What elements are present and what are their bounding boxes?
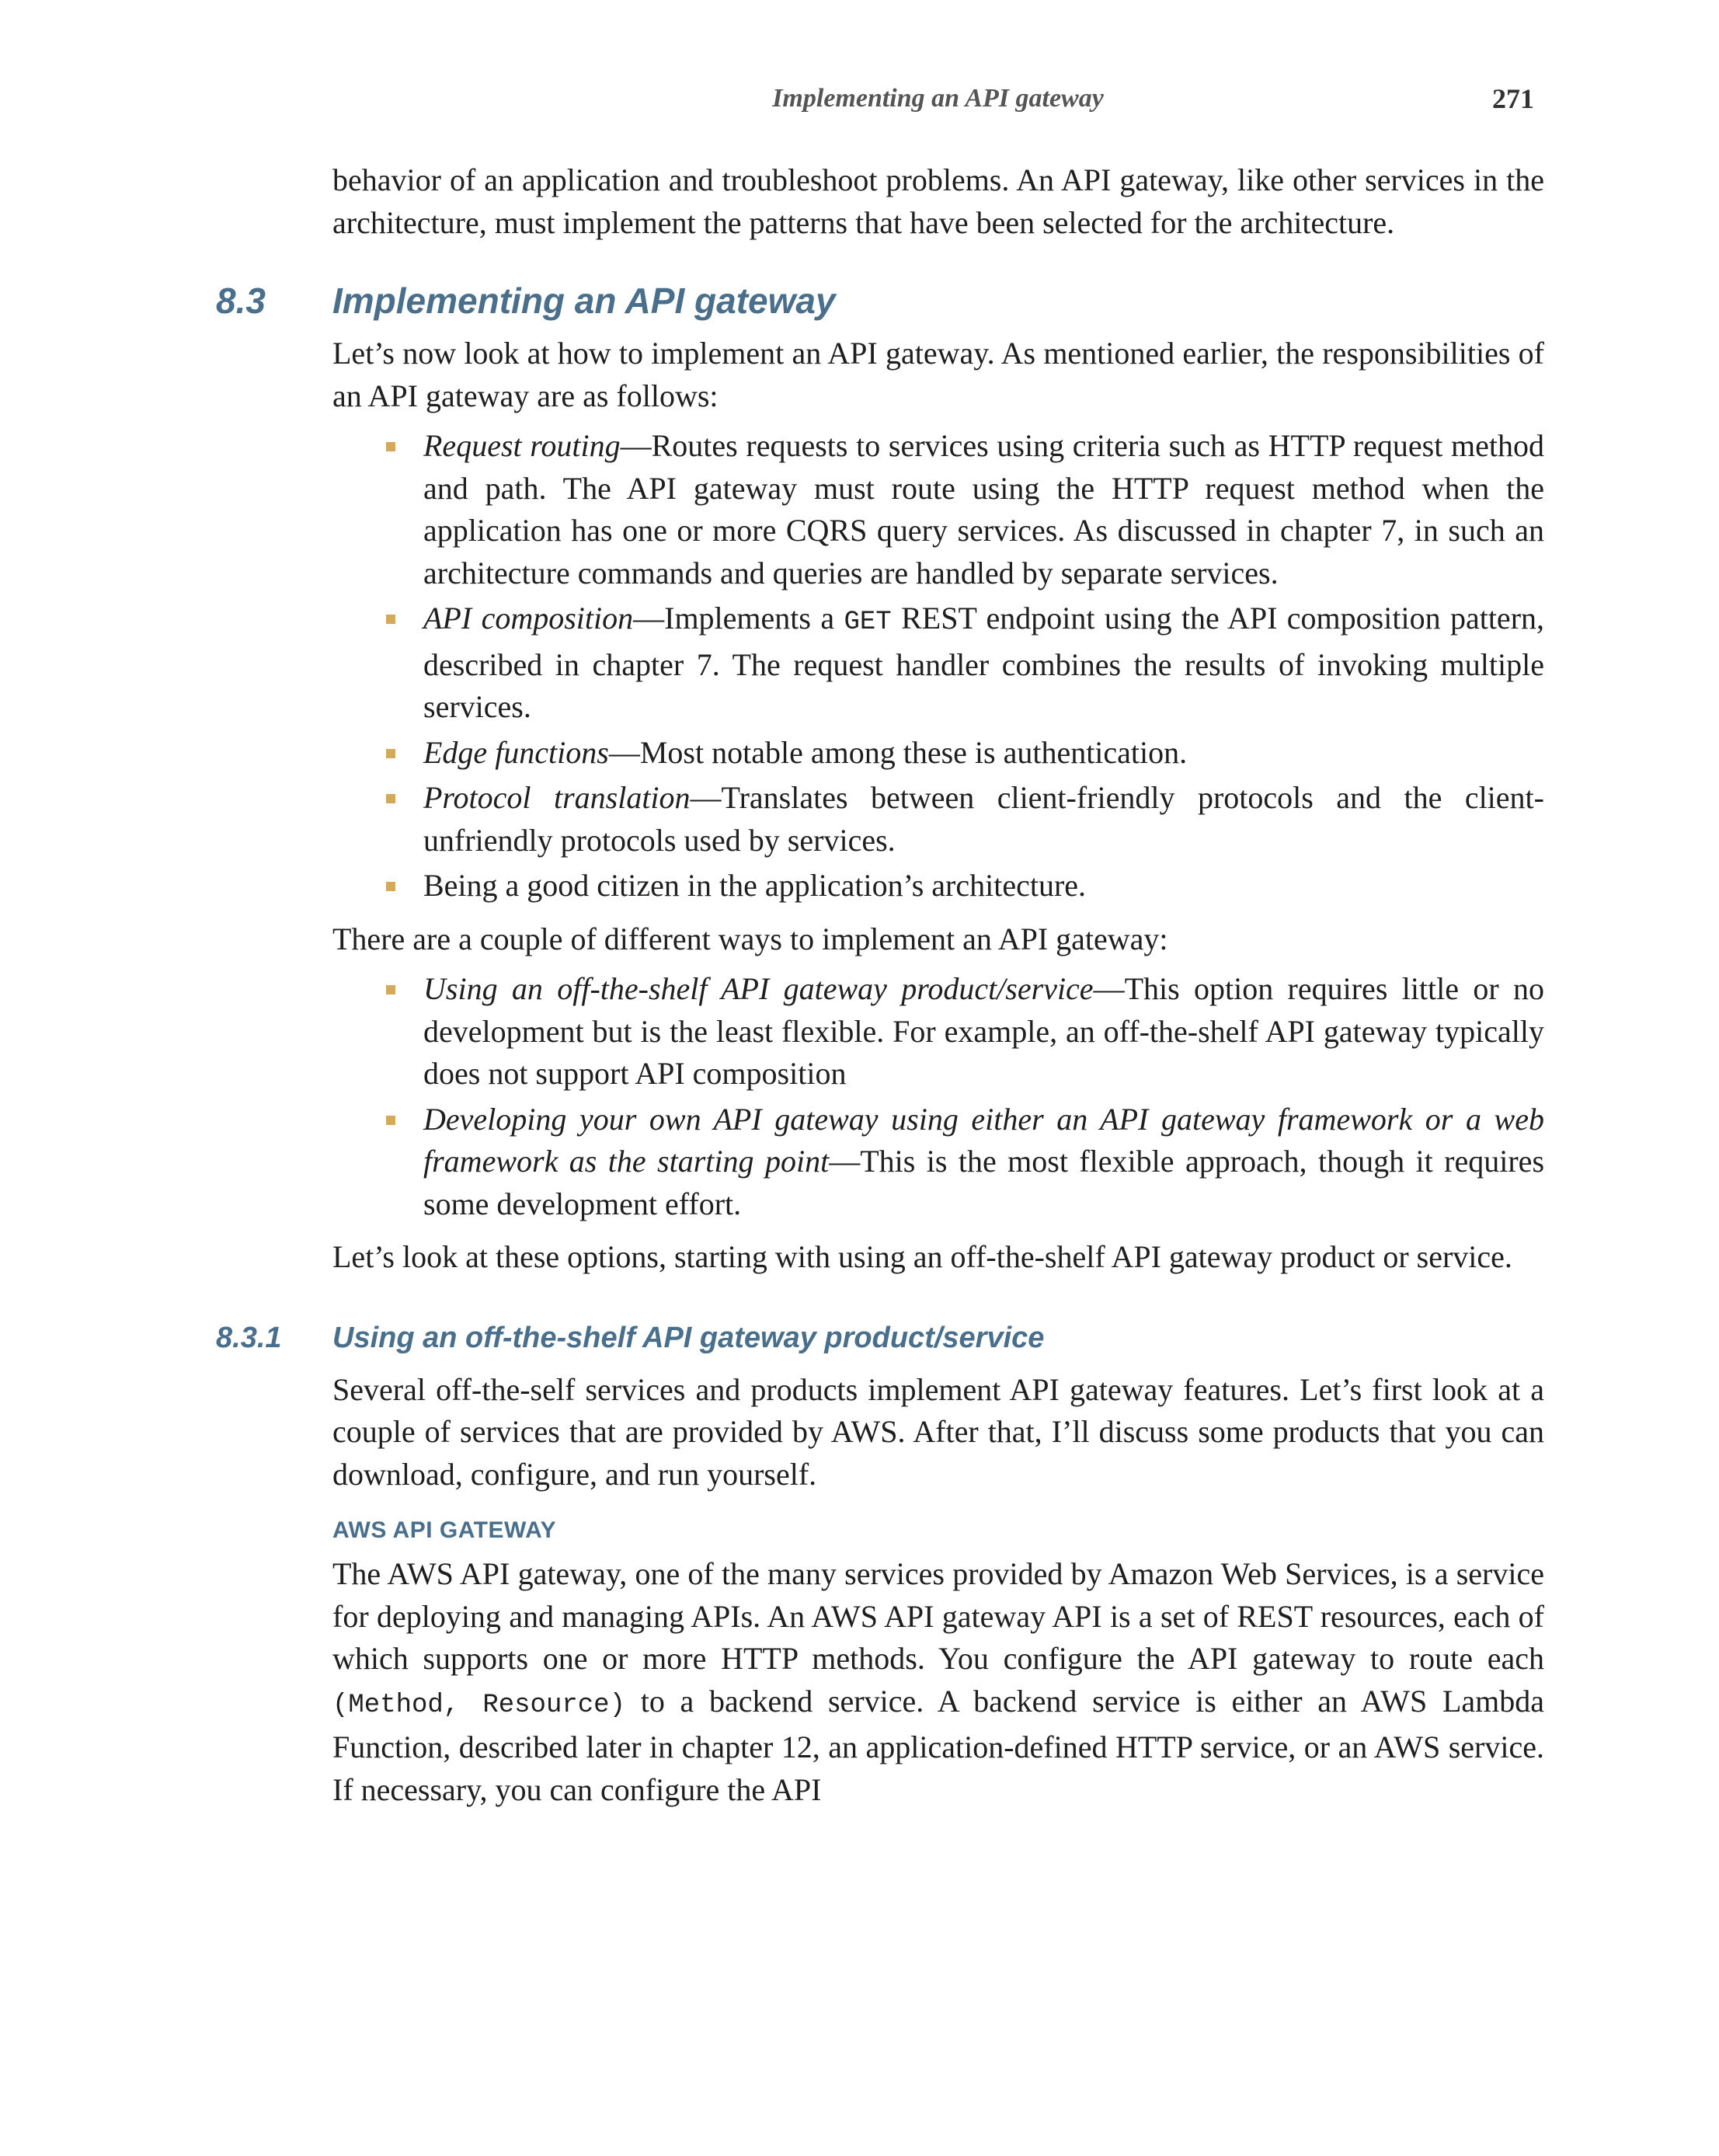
list-item-text: —This option requires little or no development but is the least flexible. For example, an off-the-shelf API gateway typically does not support API composition [423,971,1544,1091]
list-item-text: —Most notable among these is authentication. [608,734,1188,770]
list-item-text: —This is the most flexible approach, though it requires some development effort. [423,1144,1545,1221]
aws-paragraph [332,1553,1544,1811]
list-item-text: —Routes requests to services using criteria such as HTTP request method and path. The API gateway must route using the HTTP request method when the application has one or more CQRS query services. As discussed in chapter 7, in such an architecture commands and queries are handled by separate services. [423,428,1544,590]
page-header [334,76,1542,123]
page-body [216,159,1545,1811]
square-bullet-icon [386,985,395,994]
square-bullet-icon [386,442,395,451]
list-item [423,597,1544,729]
section-title: Implementing an API gateway [332,280,836,321]
implementation-options-list [332,968,1544,1225]
list-item-term: Edge functions [423,734,609,770]
list-item-text: —Implements a [633,601,844,636]
aws-text: to a backend service. A backend service is either an AWS Lambda Function, described later in chapter 12, an application-defined HTTP service, or an AWS service. If necessary, you can configure the API [332,1683,1545,1807]
inline-code: (Method, Resource) [332,1690,625,1720]
runin-heading: AWS API GATEWAY [332,1517,557,1543]
list-item [423,425,1544,594]
subsection-number: 8.3.1 [216,1321,282,1354]
page-number: 271 [1492,83,1534,114]
square-bullet-icon [386,1116,395,1125]
inline-code: GET [844,608,892,637]
list-item-term: Developing your own API gateway using either an API gateway framework or a web framework as the starting point [423,1101,1544,1179]
square-bullet-icon [386,882,395,891]
list-item [423,968,1544,1095]
list-item-term: API composition [423,601,634,636]
list-item-term: Using an off-the-shelf API gateway product/service [423,971,1094,1006]
list-item-text: —Translates between client-friendly protocols and the client-unfriendly protocols used by services. [423,780,1544,858]
section-lead-paragraph: Let’s now look at how to implement an API gateway. As mentioned earlier, the responsibilities of an API gateway are as follows: [332,336,1544,413]
square-bullet-icon [386,615,395,624]
list-item-text: REST endpoint using the API composition pattern, described in chapter 7. The request handler combines the results of invoking multiple services. [423,601,1545,724]
responsibilities-list [332,425,1544,907]
list-item [423,777,1544,862]
list-item-term: Protocol translation [423,780,691,815]
subsection-title: Using an off-the-shelf API gateway product/service [332,1321,1045,1354]
square-bullet-icon [386,749,395,758]
subsection-paragraph: Several off-the-self services and products implement API gateway features. Let’s first look at a couple of services that are provided by AWS. After that, I’ll discuss some products that you can download, configure, and run yourself. [332,1371,1544,1492]
list-item [423,1099,1544,1226]
aws-text: The AWS API gateway, one of the many services provided by Amazon Web Services, is a service for deploying and managing APIs. An AWS API gateway API is a set of REST resources, each of which supports one or more HTTP methods. You configure the API gateway to route each [332,1556,1544,1676]
running-head: Implementing an API gateway [772,84,1104,113]
section-heading [216,275,1544,326]
intro-paragraph: behavior of an application and troubleshoot problems. An API gateway, like other services in the architecture, must implement the patterns that have been selected for the architecture. [332,162,1544,240]
section-number: 8.3 [216,280,266,321]
list-item-term: Request routing [423,428,621,463]
list-item [423,732,1544,775]
square-bullet-icon [386,794,395,803]
list-item-text: Being a good citizen in the application’s architecture. [423,868,1087,903]
list-item [423,865,1544,907]
ways-lead-paragraph: There are a couple of different ways to implement an API gateway: [332,921,1168,956]
subsection-heading [216,1316,1544,1360]
options-paragraph: Let’s look at these options, starting with using an off-the-shelf API gateway product or service. [332,1239,1512,1274]
